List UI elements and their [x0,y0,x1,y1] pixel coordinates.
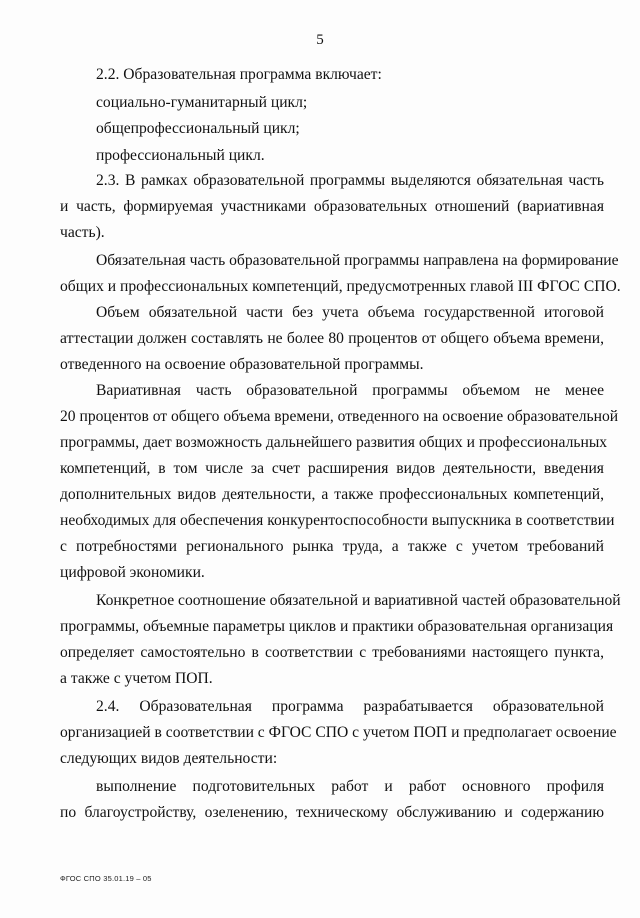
paragraph-line: по благоустройству, озеленению, техническому обслуживанию и содержанию [60,804,604,821]
paragraph-line: Конкретное соотношение обязательной и вариативной частей образовательной [96,592,621,609]
paragraph-line: а также с учетом ПОП. [60,670,213,687]
paragraph-line: программы, объемные параметры циклов и практики образовательная организация [60,618,614,635]
paragraph-line: Обязательная часть образовательной программы направлена на формирование [96,252,619,269]
paragraph-line: 2.3. В рамках образовательной программы выделяются обязательная часть [96,172,604,189]
footer-code: ФГОС СПО 35.01.19 – 05 [60,874,152,883]
paragraph-line: дополнительных видов деятельности, а также профессиональных компетенций, [60,486,604,503]
paragraph-line: определяет самостоятельно в соответствии с требованиями настоящего пункта, [60,644,604,661]
paragraph-line: аттестации должен составлять не более 80 процентов от общего объема времени, [60,330,604,347]
paragraph-line: общих и профессиональных компетенций, предусмотренных главой III ФГОС СПО. [60,278,621,295]
paragraph-line: выполнение подготовительных работ и работ основного профиля [96,778,604,795]
section-2-2-heading: 2.2. Образовательная программа включает: [96,66,382,83]
paragraph-line: цифровой экономики. [60,564,205,581]
paragraph-line: компетенций, в том числе за счет расширения видов деятельности, введения [60,460,604,477]
paragraph-line: программы, дает возможность дальнейшего развития общих и профессиональных [60,434,608,451]
paragraph-line: отведенного на освоение образовательной программы. [60,356,424,373]
page-number: 5 [316,32,324,48]
paragraph-line: часть). [60,224,105,241]
paragraph-line: Объем обязательной части без учета объема государственной итоговой [96,304,604,321]
list-item-cycle: социально-гуманитарный цикл; [96,94,308,111]
paragraph-line: необходимых для обеспечения конкурентоспособности выпускника в соответствии [60,512,615,529]
paragraph-line: организацией в соответствии с ФГОС СПО с учетом ПОП и предполагает освоение [60,724,617,741]
paragraph-line: и часть, формируемая участниками образовательных отношений (вариативная [60,198,604,215]
list-item-cycle: общепрофессиональный цикл; [96,120,300,137]
paragraph-line: Вариативная часть образовательной программы объемом не менее [96,382,604,399]
list-item-cycle: профессиональный цикл. [96,147,265,164]
section-2-4-line: 2.4. Образовательная программа разрабатывается образовательной [96,698,604,715]
paragraph-line: 20 процентов от общего объема времени, отведенного на освоение образовательной [60,408,619,425]
paragraph-line: следующих видов деятельности: [60,750,278,767]
paragraph-line: с потребностями регионального рынка труда, а также с учетом требований [60,538,604,555]
